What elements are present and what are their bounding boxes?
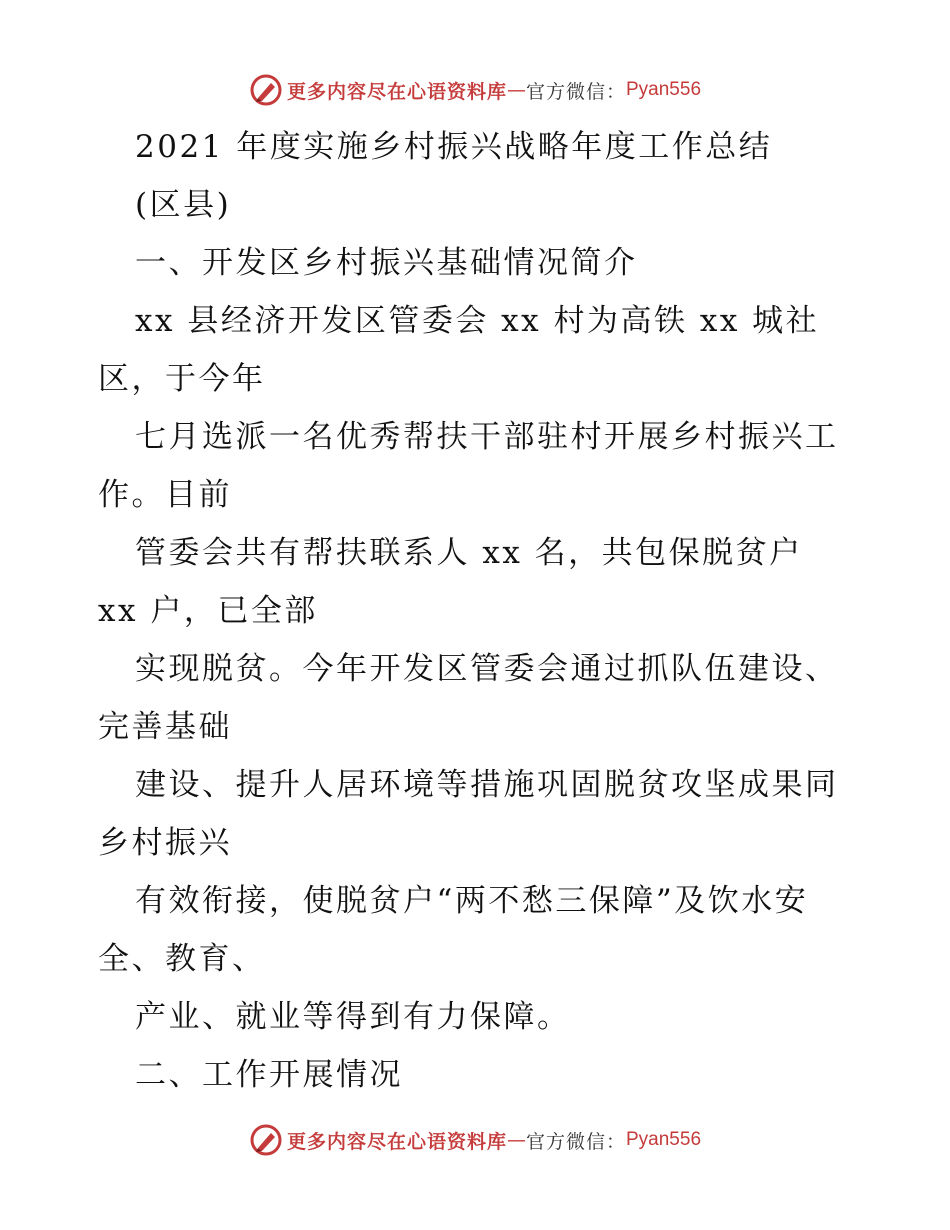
text-line: 2021 年度实施乡村振兴战略年度工作总结	[135, 129, 773, 165]
text-line: 二、工作开展情况	[135, 1057, 403, 1093]
banner-wechat-id: Pyan556	[626, 1129, 702, 1150]
text-line: 实现脱贫。今年开发区管委会通过抓队伍建设、	[135, 651, 839, 687]
text-line: 全、教育、	[98, 941, 266, 977]
text-line: 完善基础	[98, 709, 232, 745]
banner-sub-text: 官方微信：	[525, 1130, 626, 1153]
text-line: 作。目前	[98, 477, 232, 513]
banner-dash: —	[506, 1129, 526, 1151]
text-line: 产业、就业等得到有力保障。	[135, 999, 571, 1035]
header-banner	[0, 68, 950, 112]
banner-main-text: 更多内容尽在心语资料库	[286, 80, 507, 103]
text-line: 区，于今年	[98, 361, 266, 397]
text-line: 建设、提升人居环境等措施巩固脱贫攻坚成果同	[135, 767, 839, 803]
text-line: 乡村振兴	[98, 825, 232, 861]
text-line: xx 县经济开发区管委会 xx 村为高铁 xx 城社	[135, 303, 820, 339]
pen-logo-icon	[249, 1123, 283, 1157]
text-line: 有效衔接，使脱贫户“两不愁三保障”及饮水安	[135, 883, 809, 919]
text-line: xx 户，已全部	[98, 593, 318, 629]
banner-sub-text: 官方微信：	[525, 80, 626, 103]
pen-logo-icon	[249, 73, 283, 107]
banner-dash: —	[506, 79, 526, 101]
text-line: 一、开发区乡村振兴基础情况简介	[135, 245, 638, 281]
footer-banner	[0, 1118, 950, 1162]
banner-wechat-id: Pyan556	[626, 79, 702, 100]
banner-main-text: 更多内容尽在心语资料库	[286, 1130, 507, 1153]
document-body	[98, 118, 858, 1104]
text-line: 管委会共有帮扶联系人 xx 名，共包保脱贫户	[135, 535, 803, 571]
text-line: 七月选派一名优秀帮扶干部驻村开展乡村振兴工	[135, 419, 839, 455]
text-line: (区县)	[135, 187, 232, 223]
